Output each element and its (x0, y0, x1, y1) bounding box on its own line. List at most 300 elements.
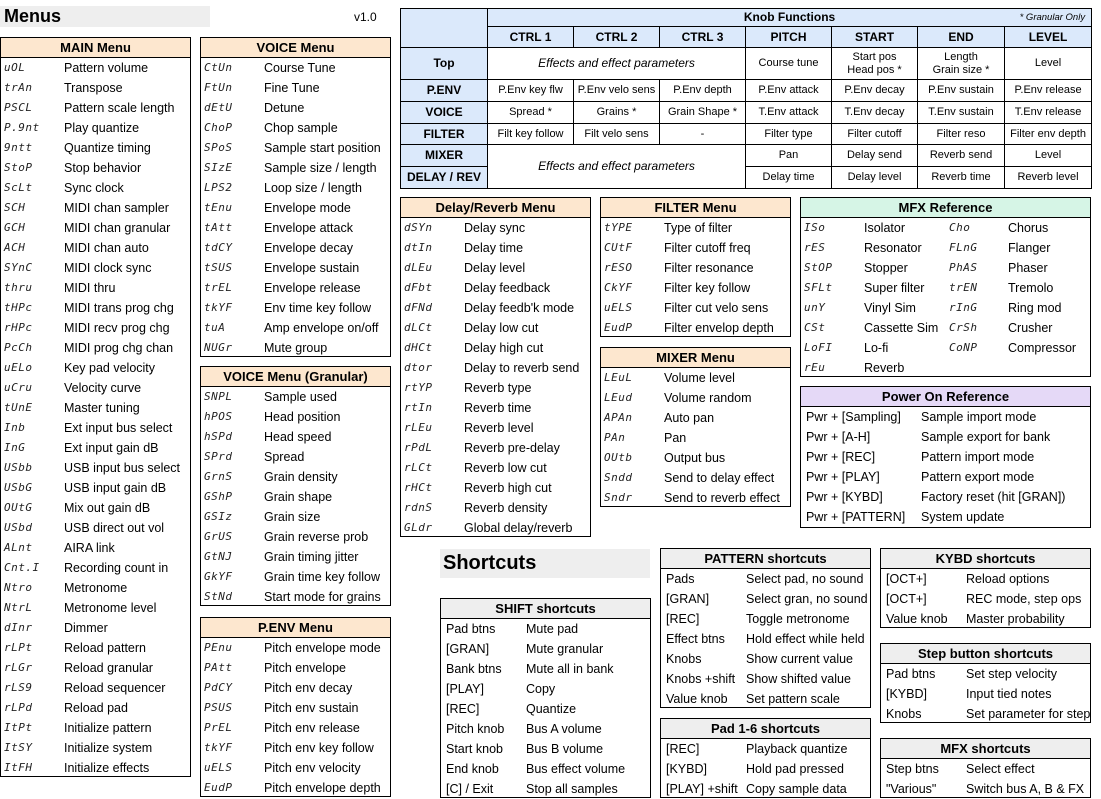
mfx-label: Vinyl Sim (864, 301, 916, 315)
menu-row (601, 278, 790, 298)
menu-row (1, 718, 190, 738)
menu-code: ScLt (4, 181, 33, 194)
menu-label: Reverb density (464, 501, 548, 515)
menu-row (1, 758, 190, 778)
menu-label: Initialize pattern (64, 721, 152, 735)
menu-row (201, 658, 390, 678)
voice-cell: Grain Shape * (660, 102, 746, 124)
row-top-end: Length Grain size * (918, 48, 1005, 80)
menu-row (201, 638, 390, 658)
filter-cell: Filt velo sens (574, 124, 660, 145)
menu-row (1, 558, 190, 578)
penv-menu-title: P.ENV Menu (201, 618, 390, 638)
menu-row (401, 438, 590, 458)
menu-label: Pitch env sustain (264, 701, 359, 715)
menu-row (601, 468, 790, 488)
shortcut-row (881, 589, 1090, 609)
shortcut-row (881, 759, 1090, 779)
shortcut-row (881, 664, 1090, 684)
step-sc-title: Step button shortcuts (881, 644, 1090, 664)
menu-row (1, 478, 190, 498)
row-voice-label: VOICE (401, 102, 488, 124)
power-key: Pwr + [REC] (806, 450, 876, 464)
mfx-code: rES (804, 241, 826, 254)
menu-code: Inb (4, 421, 26, 434)
menu-row (601, 388, 790, 408)
menu-row (201, 547, 390, 567)
menu-label: Start mode for grains (264, 590, 381, 604)
menu-row (201, 118, 390, 138)
power-key: Pwr + [PATTERN] (806, 510, 906, 524)
shortcut-action: Input tied notes (966, 687, 1052, 701)
mixer-menu (600, 347, 791, 507)
menu-code: rLEu (404, 421, 433, 434)
menu-code: tkYF (204, 301, 233, 314)
menu-code: rLPd (4, 701, 33, 714)
menu-label: USB direct out vol (64, 521, 165, 535)
mfx-ref-row (801, 338, 1090, 358)
mfx-label: Cassette Sim (864, 321, 939, 335)
menu-code: USbb (4, 461, 33, 474)
kybd-shortcuts (880, 548, 1091, 628)
menu-code: SPrd (204, 450, 233, 463)
shortcut-key: Pad btns (886, 667, 936, 681)
menu-row (401, 418, 590, 438)
menu-code: Ntro (4, 581, 33, 594)
menu-label: Quantize timing (64, 141, 151, 155)
menu-row (201, 587, 390, 607)
shortcut-action: Set parameter for step (966, 707, 1091, 721)
menu-label: Volume random (664, 391, 752, 405)
shortcut-action: Hold effect while held (746, 632, 865, 646)
mfx-code: trEN (949, 281, 978, 294)
menu-row (1, 638, 190, 658)
shortcut-action: Quantize (526, 702, 577, 716)
power-key: Pwr + [A-H] (806, 430, 871, 444)
menu-code: trEL (204, 281, 233, 294)
menu-row (201, 238, 390, 258)
menu-label: Initialize effects (64, 761, 150, 775)
menu-row (1, 338, 190, 358)
menu-code: dHCt (404, 341, 433, 354)
menu-label: Reverb time (464, 401, 532, 415)
menu-row (1, 118, 190, 138)
row-top-start: Start pos Head pos * (832, 48, 918, 80)
step-shortcuts (880, 643, 1091, 723)
mfx-code: LoFI (804, 341, 833, 354)
voice-cell: T.Env attack (746, 102, 832, 124)
menu-label: USB input bus select (64, 461, 181, 475)
menu-label: Sample size / length (264, 161, 377, 175)
voice-cell: Spread * (488, 102, 574, 124)
menu-label: Grain density (264, 470, 338, 484)
shortcut-key: [KYBD] (886, 687, 927, 701)
menu-label: Ext input gain dB (64, 441, 159, 455)
shortcut-key: [KYBD] (666, 762, 707, 776)
shortcut-action: Bus A volume (526, 722, 602, 736)
mfx-label: Stopper (864, 261, 908, 275)
mixer-cell: Delay send (832, 145, 918, 167)
main-menu-title: MAIN Menu (1, 38, 190, 58)
menu-code: SYnC (4, 261, 33, 274)
shortcut-row (661, 629, 870, 649)
menu-label: Envelope attack (264, 221, 353, 235)
menu-label: Delay to reverb send (464, 361, 580, 375)
shortcut-action: Master probability (966, 612, 1065, 626)
menu-label: Envelope mode (264, 201, 351, 215)
menu-code: CtUn (204, 61, 233, 74)
penv-cell: P.Env release (1005, 80, 1092, 102)
version-label: v1.0 (354, 10, 377, 24)
menu-code: SPoS (204, 141, 233, 154)
shortcut-action: Bus effect volume (526, 762, 626, 776)
col-start: START (832, 27, 918, 48)
col-pitch: PITCH (746, 27, 832, 48)
menu-row (1, 498, 190, 518)
menu-label: Reload sequencer (64, 681, 166, 695)
menu-code: dLCt (404, 321, 433, 334)
menu-code: StoP (4, 161, 33, 174)
menu-code: dtIn (404, 241, 433, 254)
menu-row (601, 488, 790, 508)
menu-code: dEtU (204, 101, 233, 114)
penv-cell: P.Env depth (660, 80, 746, 102)
mixer-menu-title: MIXER Menu (601, 348, 790, 368)
power-row (801, 467, 1090, 487)
shortcut-row (881, 569, 1090, 589)
shortcut-action: Mute granular (526, 642, 604, 656)
menu-row (601, 368, 790, 388)
mfx-label: Reverb (864, 361, 905, 375)
menu-row (1, 418, 190, 438)
menu-code: PAn (604, 431, 626, 444)
menu-code: ACH (4, 241, 26, 254)
menu-label: Initialize system (64, 741, 153, 755)
shortcut-key: [GRAN] (446, 642, 490, 656)
col-ctrl1: CTRL 1 (488, 27, 574, 48)
mfx-ref-row (801, 298, 1090, 318)
menu-label: Grain reverse prob (264, 530, 369, 544)
pattern-shortcuts (660, 548, 871, 708)
voice-granular-menu (200, 366, 391, 606)
shortcut-key: [REC] (666, 742, 700, 756)
menu-code: GtNJ (204, 550, 233, 563)
mixer-cell: Level (1005, 145, 1092, 167)
mfx-label: Phaser (1008, 261, 1048, 275)
power-row (801, 447, 1090, 467)
menu-row (201, 218, 390, 238)
menu-row (1, 258, 190, 278)
menu-label: Grain time key follow (264, 570, 381, 584)
shortcut-row (661, 759, 870, 779)
menu-row (1, 518, 190, 538)
menu-label: Global delay/reverb (464, 521, 573, 535)
menu-code: ChoP (204, 121, 233, 134)
menu-code: ItPt (4, 721, 33, 734)
menu-code: Cnt.I (4, 561, 40, 574)
power-row (801, 487, 1090, 507)
shortcut-row (881, 609, 1090, 629)
shift-sc-title: SHIFT shortcuts (441, 599, 650, 619)
menu-code: LEuL (604, 371, 633, 384)
shortcut-action: Hold pad pressed (746, 762, 844, 776)
menu-row (401, 478, 590, 498)
power-row (801, 407, 1090, 427)
pattern-sc-title: PATTERN shortcuts (661, 549, 870, 569)
row-top-pitch: Course tune (746, 48, 832, 80)
knob-functions-table (400, 8, 1092, 189)
menu-row (201, 487, 390, 507)
menu-row (1, 98, 190, 118)
menu-code: rLCt (404, 461, 433, 474)
menu-code: PrEL (204, 721, 233, 734)
menu-row (1, 298, 190, 318)
shortcut-key: Value knob (666, 692, 728, 706)
menu-code: ItFH (4, 761, 33, 774)
menu-label: Reverb level (464, 421, 534, 435)
menu-label: Chop sample (264, 121, 338, 135)
shortcut-row (441, 779, 650, 799)
menu-code: tAtt (204, 221, 233, 234)
menu-row (201, 758, 390, 778)
voice-menu (200, 37, 391, 357)
mfx-code: rEu (804, 361, 826, 374)
menu-code: FtUn (204, 81, 233, 94)
menu-row (401, 398, 590, 418)
menu-row (401, 258, 590, 278)
menu-code: GLdr (404, 521, 433, 534)
mfx-code: Cho (949, 221, 971, 234)
mfx-ref-row (801, 218, 1090, 238)
shortcut-action: REC mode, step ops (966, 592, 1082, 606)
shortcut-key: Knobs (886, 707, 922, 721)
mfx-code: unY (804, 301, 826, 314)
main-menu (0, 37, 191, 777)
menu-label: Sample start position (264, 141, 381, 155)
granular-note: * Granular Only (1019, 12, 1086, 23)
menu-label: Output bus (664, 451, 726, 465)
menu-row (1, 678, 190, 698)
shortcut-row (441, 719, 650, 739)
menu-code: 9ntt (4, 141, 33, 154)
shortcut-key: Step btns (886, 762, 939, 776)
menu-row (601, 238, 790, 258)
mfx-label: Lo-fi (864, 341, 889, 355)
menu-label: Delay level (464, 261, 526, 275)
menu-label: Reload pad (64, 701, 128, 715)
menu-row (201, 178, 390, 198)
menu-code: StNd (204, 590, 233, 603)
mfx-label: Flanger (1008, 241, 1051, 255)
menu-label: Recording count in (64, 561, 169, 575)
menu-row (1, 738, 190, 758)
menu-code: dLEu (404, 261, 433, 274)
menu-code: SIzE (204, 161, 233, 174)
menu-row (201, 507, 390, 527)
menu-row (1, 538, 190, 558)
menu-row (401, 218, 590, 238)
menu-label: Grain shape (264, 490, 333, 504)
delay-menu-title: Delay/Reverb Menu (401, 198, 590, 218)
menu-row (1, 358, 190, 378)
menu-row (601, 258, 790, 278)
menu-row (401, 318, 590, 338)
menu-code: rPdL (404, 441, 433, 454)
filter-menu (600, 197, 791, 337)
menu-code: tuA (204, 321, 226, 334)
menu-row (601, 448, 790, 468)
menu-code: Sndr (604, 491, 633, 504)
col-ctrl2: CTRL 2 (574, 27, 660, 48)
menu-label: Pitch env release (264, 721, 360, 735)
menu-label: Reverb high cut (464, 481, 552, 495)
menu-row (401, 338, 590, 358)
menu-code: PSCL (4, 101, 33, 114)
row-top-span: Effects and effect parameters (488, 48, 746, 80)
menu-row (201, 298, 390, 318)
menu-label: Env time key follow (264, 301, 371, 315)
menu-label: Send to delay effect (664, 471, 775, 485)
menu-row (201, 58, 390, 78)
menu-label: Pattern volume (64, 61, 149, 75)
power-desc: Sample import mode (921, 410, 1037, 424)
menu-label: Metronome (64, 581, 128, 595)
mfx-code: PhAS (949, 261, 978, 274)
shortcut-key: End knob (446, 762, 499, 776)
power-desc: Pattern import mode (921, 450, 1035, 464)
menu-row (201, 427, 390, 447)
menu-label: Mute group (264, 341, 328, 355)
menu-code: tSUS (204, 261, 233, 274)
menu-code: trAn (4, 81, 33, 94)
shortcut-key: Start knob (446, 742, 503, 756)
mfx-label: Crusher (1008, 321, 1053, 335)
menu-code: SNPL (204, 390, 233, 403)
menu-label: Envelope decay (264, 241, 353, 255)
mfx-label: Isolator (864, 221, 905, 235)
menu-label: MIDI trans prog chg (64, 301, 174, 315)
mfx-ref-row (801, 278, 1090, 298)
menu-label: Delay time (464, 241, 524, 255)
menu-row (201, 778, 390, 798)
mfx-ref-row (801, 238, 1090, 258)
menu-label: Filter cut velo sens (664, 301, 769, 315)
menu-code: dFNd (404, 301, 433, 314)
voice-cell: T.Env sustain (918, 102, 1005, 124)
menu-code: ItSY (4, 741, 33, 754)
penv-menu (200, 617, 391, 797)
menu-row (601, 408, 790, 428)
menu-label: Dimmer (64, 621, 108, 635)
shortcut-key: Effect btns (666, 632, 725, 646)
shortcut-row (441, 679, 650, 699)
menu-code: PdCY (204, 681, 233, 694)
col-level: LEVEL (1005, 27, 1092, 48)
menu-label: MIDI chan auto (64, 241, 149, 255)
menu-code: tEnu (204, 201, 233, 214)
shortcut-row (661, 569, 870, 589)
menu-row (201, 158, 390, 178)
menu-row (201, 738, 390, 758)
menu-code: dInr (4, 621, 33, 634)
penv-cell: P.Env velo sens (574, 80, 660, 102)
power-row (801, 427, 1090, 447)
mfx-label: Ring mod (1008, 301, 1062, 315)
menu-label: Head position (264, 410, 341, 424)
shortcut-action: Toggle metronome (746, 612, 850, 626)
mfx-reference (800, 197, 1091, 377)
menu-code: NtrL (4, 601, 33, 614)
filter-cell: Filter cutoff (832, 124, 918, 145)
menu-label: Stop behavior (64, 161, 142, 175)
power-desc: Sample export for bank (921, 430, 1051, 444)
shortcut-key: "Various" (886, 782, 937, 796)
mfx-ref-row (801, 318, 1090, 338)
menu-label: Delay low cut (464, 321, 539, 335)
menu-code: GCH (4, 221, 26, 234)
menu-row (401, 458, 590, 478)
shortcut-row (441, 759, 650, 779)
menu-code: rESO (604, 261, 633, 274)
menu-label: Delay feedback (464, 281, 551, 295)
menu-row (1, 458, 190, 478)
shortcut-action: Mute pad (526, 622, 579, 636)
mfx-code: rInG (949, 301, 978, 314)
menu-code: APAn (604, 411, 633, 424)
mfx-shortcuts (880, 738, 1091, 798)
menu-code: tdCY (204, 241, 233, 254)
power-desc: System update (921, 510, 1005, 524)
menu-code: EudP (204, 781, 233, 794)
mfx-code: StOP (804, 261, 833, 274)
menu-label: MIDI prog chg chan (64, 341, 174, 355)
mfx-label: Compressor (1008, 341, 1077, 355)
menu-label: Filter key follow (664, 281, 751, 295)
shortcut-row (661, 739, 870, 759)
voice-gran-menu-title: VOICE Menu (Granular) (201, 367, 390, 387)
menu-row (201, 467, 390, 487)
shortcut-key: Pads (666, 572, 695, 586)
shortcut-row (441, 619, 650, 639)
menu-row (1, 138, 190, 158)
shortcut-action: Switch bus A, B & FX (966, 782, 1085, 796)
filter-cell: Filter reso (918, 124, 1005, 145)
shortcut-action: Show shifted value (746, 672, 851, 686)
menu-code: uOL (4, 61, 26, 74)
menu-row (201, 138, 390, 158)
menu-label: MIDI chan sampler (64, 201, 169, 215)
menu-code: rLS9 (4, 681, 33, 694)
menu-row (201, 447, 390, 467)
power-key: Pwr + [Sampling] (806, 410, 901, 424)
menu-code: ALnt (4, 541, 33, 554)
menu-label: Filter resonance (664, 261, 754, 275)
menu-code: tYPE (604, 221, 633, 234)
knob-title: Knob Functions (743, 10, 836, 24)
filter-cell: - (660, 124, 746, 145)
menu-label: Mix out gain dB (64, 501, 151, 515)
menu-code: rtIn (404, 401, 433, 414)
menu-code: dFbt (404, 281, 433, 294)
shortcut-row (661, 669, 870, 689)
delay-cell: Delay time (746, 167, 832, 189)
menu-code: GrUS (204, 530, 233, 543)
menu-row (1, 658, 190, 678)
shortcut-row (661, 609, 870, 629)
menu-row (201, 78, 390, 98)
menu-row (1, 318, 190, 338)
delay-reverb-menu (400, 197, 591, 537)
